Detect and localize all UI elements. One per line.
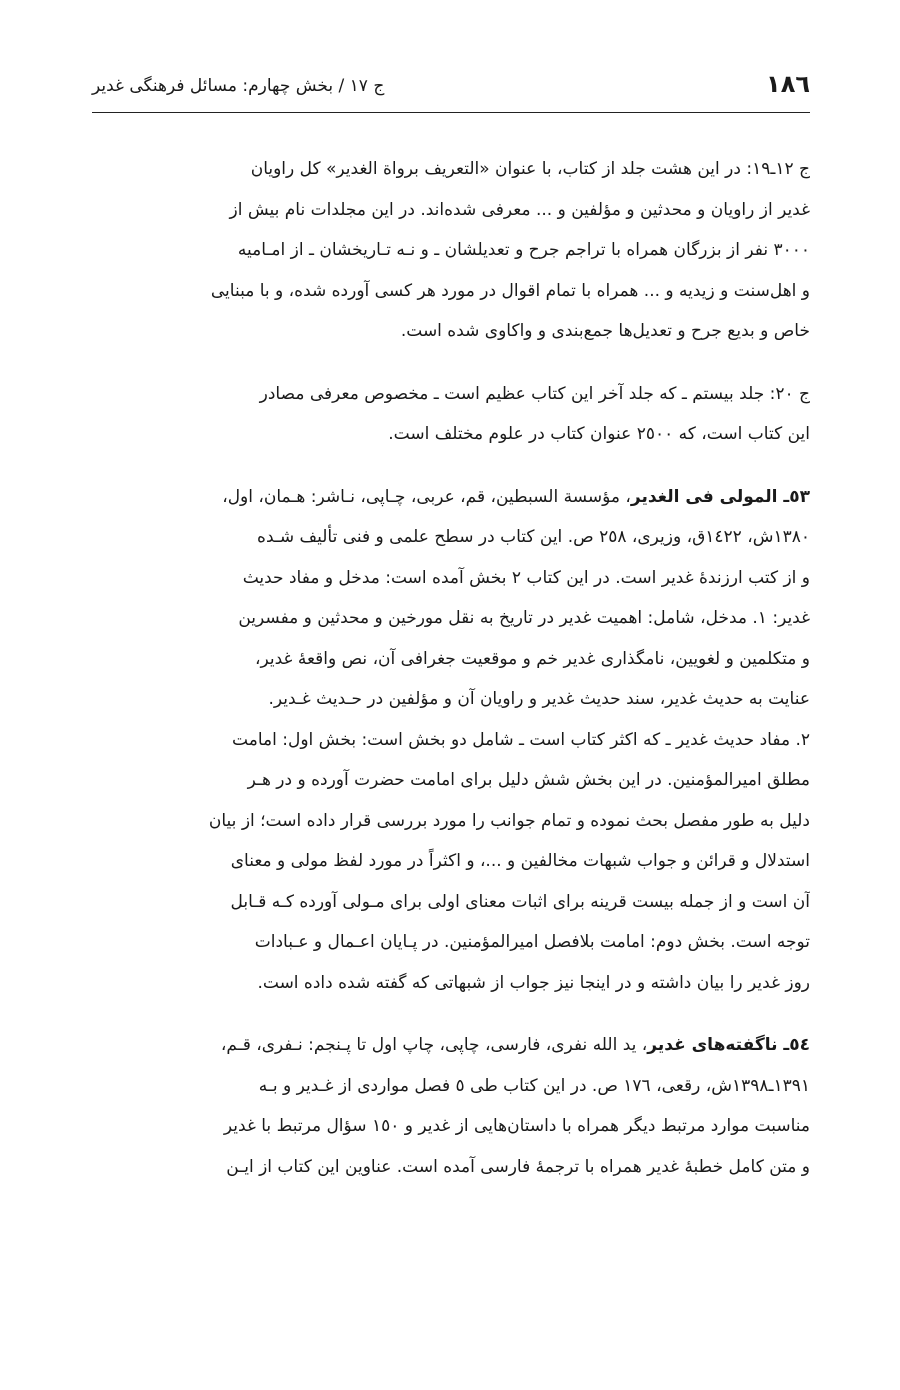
paragraph-volume-20 — [92, 374, 810, 455]
text-line: مناسبت موارد مرتبط دیگر همراه با داستان‌هایی از غدیر و ١٥٠ سؤال مرتبط با غدیر — [223, 1116, 810, 1136]
text-line: روز غدیر را بیان داشته و در اینجا نیز جواب از شبهاتی که گفته شده داده است. — [257, 972, 810, 993]
text-line: استدلال و قرائن و جواب شبهات مخالفین و ...، و اکثراً در مورد لفظ مولی و معنای — [230, 851, 810, 871]
text-line: این کتاب است، که ٢٥٠٠ عنوان کتاب در علوم مختلف است. — [388, 424, 810, 444]
text-line: و متن کامل خطبهٔ غدیر همراه با ترجمهٔ فارسی آمده است. عناوین این کتاب از ایـن — [226, 1156, 810, 1177]
text-line: و متکلمین و لغویین، نامگذاری غدیر خم و موقعیت جغرافی آن، نص واقعهٔ غدیر، — [255, 648, 810, 669]
book-page — [92, 60, 810, 1209]
entry-54 — [92, 1025, 810, 1187]
paragraph-volumes-12-19 — [92, 149, 810, 352]
text-line: توجه است. بخش دوم: امامت بلافصل امیرالمؤمنین. در پـایان اعـمال و عـبادات — [254, 932, 810, 952]
entry-details: ، مؤسسة السبطین، قم، عربی، چـاپی، نـاشر: هـمان، اول، — [222, 486, 631, 507]
text-line: دلیل به طور مفصل بحث نموده و تمام جوانب را مورد بررسی قرار داده است؛ از بیان — [208, 810, 810, 831]
entry-title: ٥٣ـ المولی فی الغدیر — [630, 486, 810, 507]
text-line: مطلق امیرالمؤمنین. در این بخش شش دلیل برای امامت حضرت آورده و در هـر — [247, 770, 810, 790]
running-header — [92, 60, 810, 113]
text-line: ج ٢٠: جلد بیستم ـ که جلد آخر این کتاب عظیم است ـ مخصوص معرفی مصادر — [259, 383, 810, 404]
page-number: ١٨٦ — [766, 70, 810, 98]
entry-53 — [92, 477, 810, 1004]
text-line: ج ١٢ـ١٩: در این هشت جلد از کتاب، با عنوان «التعریف برواة الغدیر» کل راویان — [250, 159, 810, 179]
text-line: ٣٠٠٠ نفر از بزرگان همراه با تراجم جرح و تعدیلشان ـ و نـه تـاریخشان ـ از امـامیه — [237, 240, 810, 260]
page-body — [92, 113, 810, 1187]
entry-title: ٥٤ـ ناگفته‌های غدیر — [647, 1035, 810, 1055]
text-line: خاص و بدیع جرح و تعدیل‌ها جمع‌بندی و واکاوی شده است. — [400, 321, 810, 341]
text-line: و اهل‌سنت و زیدیه و ... همراه با تمام اقوال در مورد هر کسی آورده شده، و با مبنایی — [210, 280, 810, 301]
text-line: ٢. مفاد حدیث غدیر ـ که اکثر کتاب است ـ شامل دو بخش است: بخش اول: امامت — [232, 729, 810, 750]
text-line: آن است و از جمله بیست قرینه برای اثبات معنای اولی برای مـولی آورده کـه قـابل — [230, 891, 810, 912]
text-line: غدیر از راویان و محدثین و مؤلفین و ... معرفی شده‌اند. در این مجلدات نام بیش از — [229, 199, 810, 220]
text-line: و از کتب ارزندهٔ غدیر است. در این کتاب ٢ بخش آمده است: مدخل و مفاد حدیث — [242, 567, 810, 588]
entry-details: ، ید الله نفری، فارسی، چاپی، چاپ اول تا پـنجم: نـفری، قـم، — [220, 1035, 648, 1055]
entry-first-line — [92, 477, 810, 518]
text-line: ١٣٩١ـ١٣٩٨ش، رقعی، ١٧٦ ص. در این کتاب طی ٥ فصل مواردی از غـدیر و بـه — [258, 1075, 810, 1096]
text-line: عنایت به حدیث غدیر، سند حدیث غدیر و راویان آن و مؤلفین در حـدیث غـدیر. — [268, 689, 810, 709]
running-header-title: ج ١٧ / بخش چهارم: مسائل فرهنگی غدیر — [92, 76, 385, 96]
text-line: غدیر: ١. مدخل، شامل: اهمیت غدیر در تاریخ به نقل مورخین و محدثین و مفسرین — [238, 608, 810, 628]
entry-first-line — [92, 1025, 810, 1066]
text-line: ١٣٨٠ش، ١٤٢٢ق، وزیری، ٢٥٨ ص. این کتاب در سطح علمی و فنی تألیف شـده — [257, 527, 810, 547]
